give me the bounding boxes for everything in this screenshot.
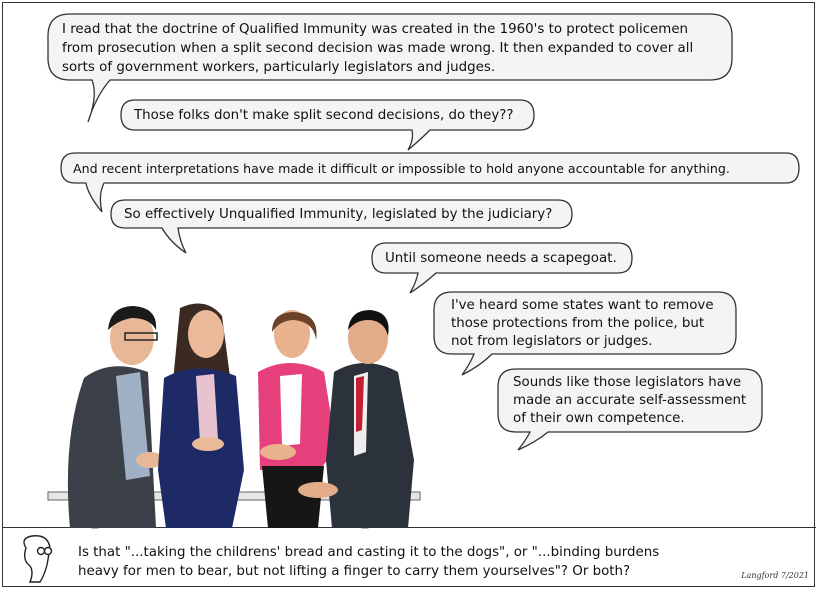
speech-text-6c: not from legislators or judges. — [451, 334, 653, 349]
person-woman-navy — [158, 304, 244, 529]
speech-text-7b: made an accurate self-assessment — [513, 393, 747, 408]
speech-text-7a: Sounds like those legislators have — [513, 375, 742, 390]
speech-text-1b: from prosecution when a split second decision was made wrong. It then expanded to cover all — [62, 41, 694, 56]
person-man-left — [68, 306, 164, 528]
speech-text-6a: I've heard some states want to remove — [451, 298, 714, 313]
narrator-head-icon — [24, 536, 52, 582]
caption-line-1: Is that "...taking the childrens' bread and casting it to the dogs", or "...binding burdens — [78, 545, 660, 560]
speech-text-7c: of their own competence. — [513, 411, 685, 426]
speech-text-6b: those protections from the police, but — [451, 316, 705, 331]
artist-signature: Langford 7/2021 — [741, 571, 809, 580]
speech-text-2: Those folks don't make split second decisions, do they?? — [134, 108, 514, 123]
caption-line-2: heavy for men to bear, but not lifting a finger to carry them yourselves"? Or both? — [78, 564, 631, 579]
speech-text-3: And recent interpretations have made it difficult or impossible to hold anyone accountable for anything. — [73, 161, 730, 176]
caption — [78, 543, 659, 581]
speech-text-1c: sorts of government workers, particularly legislators and judges. — [62, 60, 496, 75]
speech-text-1a: I read that the doctrine of Qualified Immunity was created in the 1960's to protect policemen — [62, 22, 689, 37]
speech-text-5: Until someone needs a scapegoat. — [385, 251, 617, 266]
speech-text-4: So effectively Unqualified Immunity, legislated by the judiciary? — [124, 207, 553, 222]
